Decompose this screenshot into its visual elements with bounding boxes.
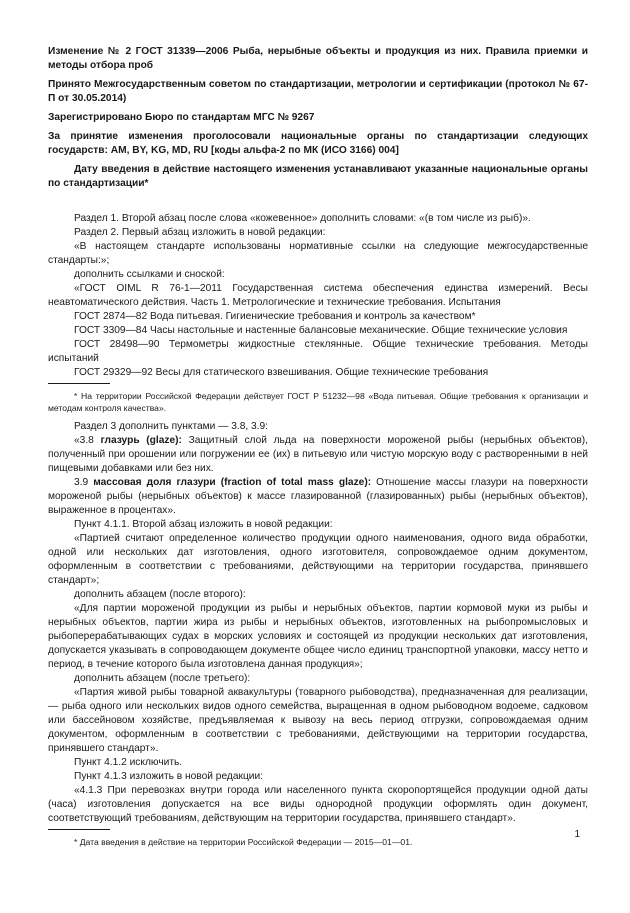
definition-3-8 <box>48 434 588 476</box>
footnote: * Дата введения в действие на территории Российской Федерации — 2015—01—01. <box>74 837 413 847</box>
voted-line: За принятие изменения проголосовали национальные органы по стандартизации следующих государств: AM, BY, KG, MD, RU [коды альфа-2 по МК (ИСО 3166) 004] <box>48 131 588 156</box>
paragraph: Пункт 4.1.2 исключить. <box>74 757 183 768</box>
page-number: 1 <box>574 829 580 840</box>
paragraph: ГОСТ 29329—92 Весы для статического взвешивания. Общие технические требования <box>74 367 489 378</box>
amendment-title: Изменение № 2 ГОСТ 31339—2006 Рыба, нерыбные объекты и продукция из них. Правила приемки и методы отбора проб <box>48 46 588 71</box>
paragraph: дополнить абзацем (после второго): <box>74 589 246 600</box>
paragraph: Раздел 1. Второй абзац после слова «кожевенное» дополнить словами: «(в том числе из рыб)». <box>74 213 531 224</box>
definition-term: массовая доля глазури (fraction of total mass glaze): <box>93 477 372 488</box>
paragraph: Раздел 2. Первый абзац изложить в новой редакции: <box>74 227 326 238</box>
paragraph: «ГОСТ OIML R 76-1—2011 Государственная система обеспечения единства измерений. Весы неавтоматического действия. Часть 1. Метрологические и технические требования. Испытания <box>48 283 588 308</box>
paragraph: «4.1.3 При перевозках внутри города или населенного пункта скоропортящейся продукции одной даты (часа) изготовления допускается на все виды однородной продукции оформлять один документ, соответствующий требованиям, действующим на территории государства, принявшего стандарт». <box>48 785 588 824</box>
paragraph: ГОСТ 28498—90 Термометры жидкостные стеклянные. Общие технические требования. Методы испытаний <box>48 339 588 364</box>
definition-3-9 <box>48 476 588 518</box>
document-page <box>48 45 588 848</box>
paragraph: «Партией считают определенное количество продукции одного наименования, одного вида обработки, одной или нескольких дат изготовления, одного изготовителя, сопровождаемое одним документом, оформленным в соответствии с требованиями, действующими на территории государства, принявшего стандарт»; <box>48 533 588 586</box>
registered-line: Зарегистрировано Бюро по стандартам МГС № 9267 <box>48 112 315 123</box>
footnote-divider <box>48 829 110 830</box>
paragraph: дополнить абзацем (после третьего): <box>74 673 251 684</box>
paragraph: «Партия живой рыбы товарной аквакультуры (товарного рыбоводства), предназначенная для реализации, — рыба одного или нескольких видов одного семейства, выращенная в одном рыбоводном водоеме, садковом или бассейновом хозяйстве, предъявляемая к вывозу на весь период отгрузки, сопровождаемая одним документом, оформленным в соответствии с требованиями, действующими на территории государства, принявшего стандарт». <box>48 687 588 754</box>
paragraph: Пункт 4.1.3 изложить в новой редакции: <box>74 771 264 782</box>
spacer <box>48 196 588 212</box>
definition-prefix: «3.8 <box>74 435 101 446</box>
definition-prefix: 3.9 <box>74 477 94 488</box>
footnote: * На территории Российской Федерации действует ГОСТ Р 51232—98 «Вода питьевая. Общие требования к организации и методам контроля качества». <box>48 391 588 413</box>
definition-text: Защитный слой льда на поверхности мороженой рыбы (нерыбных объектов), полученный при орошении или погружении ее (их) в питьевую или чистую морскую воду с растворенными в ней пищевыми добавками или без них. <box>48 435 588 474</box>
definition-text: Отношение массы глазури на поверхности мороженой рыбы (нерыбных объектов) к массе глазированной (глазированных) рыбы (нерыбных объектов), выраженное в процентах». <box>48 477 588 516</box>
definition-term: глазурь (glaze): <box>100 435 182 446</box>
paragraph: дополнить ссылками и сноской: <box>74 269 225 280</box>
paragraph: ГОСТ 3309—84 Часы настольные и настенные балансовые механические. Общие технические условия <box>74 325 568 336</box>
paragraph: Раздел 3 дополнить пунктами — 3.8, 3.9: <box>74 421 269 432</box>
paragraph: ГОСТ 2874—82 Вода питьевая. Гигиенические требования и контроль за качеством* <box>74 311 476 322</box>
paragraph: Пункт 4.1.1. Второй абзац изложить в новой редакции: <box>74 519 333 530</box>
effective-date-line: Дату введения в действие настоящего изменения устанавливают указанные национальные органы по стандартизации* <box>48 164 588 189</box>
paragraph: «Для партии мороженой продукции из рыбы и нерыбных объектов, партии кормовой муки из рыбы и нерыбных объектов, партии жира из рыбы и нерыбных объектов, изготовленных на рыбопромысловых и рыбоперерабатывающих судах в морских условиях и состоящей из продукции нескольких дат изготовления, допускается указывать в сопроводающем документе общее число единиц транспортной упаковки, массу нетто и период, в течение которого была изготовлена данная продукция»; <box>48 603 588 670</box>
paragraph: «В настоящем стандарте использованы нормативные ссылки на следующие межгосударственные стандарты:»; <box>48 241 588 266</box>
footnote-divider <box>48 383 110 384</box>
adopted-line: Принято Межгосударственным советом по стандартизации, метрологии и сертификации (протокол № 67-П от 30.05.2014) <box>48 79 588 104</box>
